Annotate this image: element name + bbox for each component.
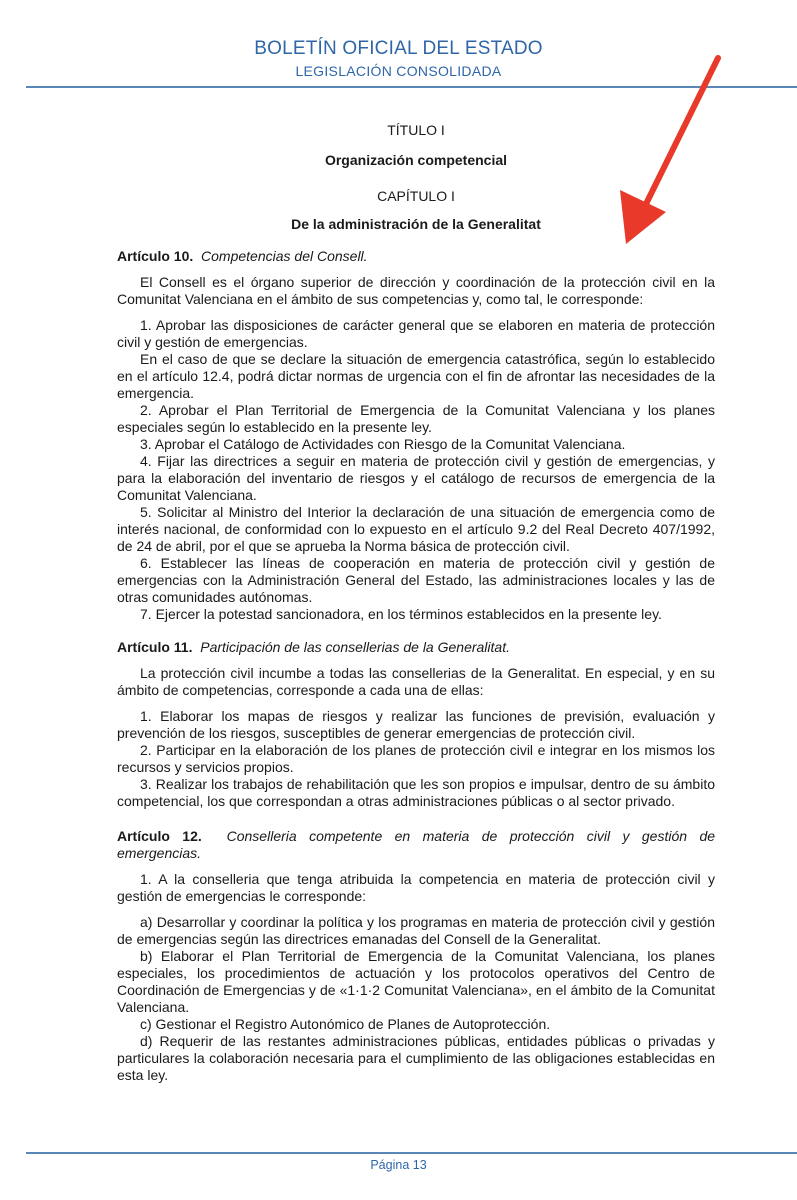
paragraph: 7. Ejercer la potestad sancionadora, en los términos establecidos en la presente ley. — [140, 606, 662, 622]
article-heading — [117, 639, 715, 656]
article-number: Artículo 12. — [117, 828, 202, 844]
paragraph: En el caso de que se declare la situación de emergencia catastrófica, según lo establecido en el artículo 12.4, podrá dictar normas de urgencia con el fin de afrontar las necesidades de la emergencia. — [117, 351, 715, 401]
article-number: Artículo 10. — [117, 248, 194, 264]
paragraph: 2. Aprobar el Plan Territorial de Emergencia de la Comunitat Valenciana y los planes especiales según lo establecido en la presente ley. — [117, 402, 715, 435]
article-intro: El Consell es el órgano superior de dirección y coordinación de la protección civil en la Comunitat Valenciana en el ámbito de sus competencias y, como tal, le corresponde: — [117, 274, 715, 307]
titulo-heading: TÍTULO I — [387, 122, 445, 138]
paragraph: 3. Realizar los trabajos de rehabilitación que les son propios e impulsar, dentro de su ámbito competencial, los que correspondan a otras administraciones públicas o al sector privado. — [117, 776, 715, 809]
paragraph: 5. Solicitar al Ministro del Interior la declaración de una situación de emergencia como de interés nacional, de conformidad con lo expuesto en el artículo 9.2 del Real Decreto 407/1992, de 24 de abril, por el que se aprueba la Norma básica de protección civil. — [117, 504, 715, 554]
article-title: Conselleria competente en materia de protección civil y gestión de emergencias. — [117, 828, 716, 861]
paragraph: 2. Participar en la elaboración de los planes de protección civil e integrar en los mismos los recursos y servicios propios. — [117, 742, 715, 775]
article-11 — [117, 639, 715, 810]
paragraph: 1. Aprobar las disposiciones de carácter general que se elaboren en materia de protección civil y gestión de emergencias. — [117, 317, 715, 350]
document-body — [117, 120, 715, 1084]
paragraph: 6. Establecer las líneas de cooperación en materia de protección civil y gestión de emergencias con la Administración General del Estado, las administraciones locales y las de otras comunidades autónomas. — [117, 555, 715, 605]
page-number: Página 13 — [370, 1158, 427, 1172]
capitulo-heading: CAPÍTULO I — [377, 188, 455, 204]
capitulo-name: De la administración de la Generalitat — [291, 216, 541, 232]
paragraph: d) Requerir de las restantes administraciones públicas, entidades públicas o privadas y particulares la colaboración necesaria para el cumplimiento de las obligaciones establecidas en esta ley. — [117, 1033, 715, 1083]
paragraph: a) Desarrollar y coordinar la política y los programas en materia de protección civil y gestión de emergencias según las directrices emanadas del Consell de la Generalitat. — [117, 914, 715, 947]
gazette-subtitle: LEGISLACIÓN CONSOLIDADA — [295, 63, 502, 79]
article-heading — [117, 248, 715, 265]
gazette-title: BOLETÍN OFICIAL DEL ESTADO — [254, 38, 543, 59]
paragraph: 1. Elaborar los mapas de riesgos y realizar las funciones de previsión, evaluación y prevención de los riesgos, susceptibles de generar emergencias de protección civil. — [117, 708, 715, 741]
paragraph: c) Gestionar el Registro Autonómico de Planes de Autoprotección. — [140, 1016, 551, 1032]
paragraph: 4. Fijar las directrices a seguir en materia de protección civil y gestión de emergencias, y para la elaboración del inventario de riesgos y el catálogo de recursos de emergencia de la Comunitat Valenciana. — [117, 453, 715, 503]
article-intro: 1. A la conselleria que tenga atribuida la competencia en materia de protección civil y gestión de emergencias le corresponde: — [117, 871, 715, 904]
paragraph: b) Elaborar el Plan Territorial de Emergencia de la Comunitat Valenciana, los planes especiales, los procedimientos de actuación y los protocolos operativos del Centro de Coordinación de Emergencias y de «1·1·2 Comunitat Valenciana», en el ámbito de la Comunitat Valenciana. — [117, 948, 715, 1015]
article-title: Participación de las consellerias de la Generalitat. — [200, 639, 510, 655]
footer-rule — [26, 1152, 797, 1154]
article-10 — [117, 248, 715, 623]
article-number: Artículo 11. — [117, 639, 193, 655]
article-title: Competencias del Consell. — [201, 248, 368, 264]
article-intro: La protección civil incumbe a todas las consellerias de la Generalitat. En especial, y en su ámbito de competencias, corresponde a cada una de ellas: — [117, 665, 715, 698]
paragraph: 3. Aprobar el Catálogo de Actividades con Riesgo de la Comunitat Valenciana. — [140, 436, 626, 452]
titulo-name: Organización competencial — [324, 152, 508, 168]
article-heading — [117, 828, 715, 862]
article-12 — [117, 828, 715, 1084]
